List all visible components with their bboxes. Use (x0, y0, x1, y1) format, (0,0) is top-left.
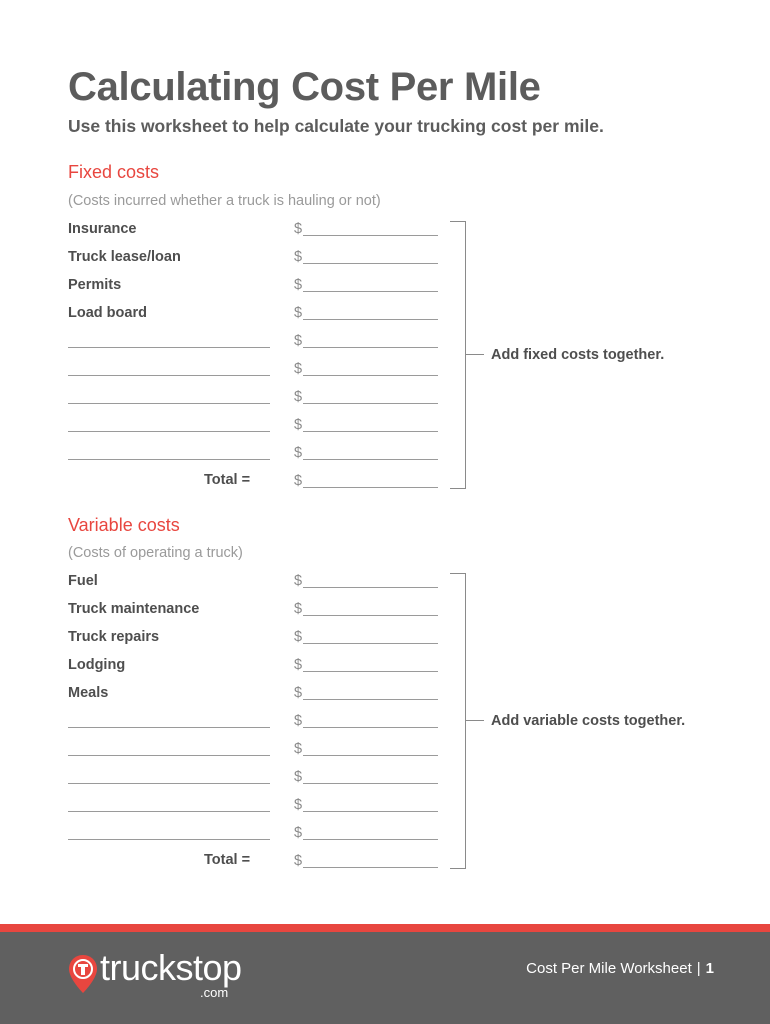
variable-custom-label-line[interactable] (68, 811, 270, 812)
dollar-sign: $ (294, 305, 303, 321)
lodging-label: Lodging (68, 657, 126, 673)
footer-separator: | (696, 960, 701, 977)
fixed-custom-amount-line[interactable] (303, 403, 438, 404)
fixed-costs-bracket-tick (466, 354, 484, 355)
variable-costs-bracket-tick (466, 720, 484, 721)
fixed-custom-label-line[interactable] (68, 403, 270, 404)
variable-custom-label-line[interactable] (68, 727, 270, 728)
dollar-sign: $ (294, 445, 303, 461)
dollar-sign: $ (294, 797, 303, 813)
dollar-sign: $ (294, 333, 303, 349)
dollar-sign: $ (294, 657, 303, 673)
dollar-sign: $ (294, 769, 303, 785)
dollar-sign: $ (294, 601, 303, 617)
fixed-custom-label-line[interactable] (68, 347, 270, 348)
fuel-amount-line[interactable] (303, 587, 438, 588)
fixed-total-amount-line[interactable] (303, 487, 438, 488)
truck-lease-loan-label: Truck lease/loan (68, 249, 181, 265)
fixed-costs-heading: Fixed costs (68, 162, 160, 182)
permits-amount-line[interactable] (303, 291, 438, 292)
footer-doc-name: Cost Per Mile Worksheet (526, 960, 692, 977)
fixed-total-label: Total = (204, 472, 251, 488)
dollar-sign: $ (294, 573, 303, 589)
footer-accent-stripe (0, 924, 770, 932)
page-number: 1 (705, 960, 714, 977)
dollar-sign: $ (294, 741, 303, 757)
fuel-label: Fuel (68, 573, 98, 589)
fixed-custom-amount-line[interactable] (303, 347, 438, 348)
variable-custom-amount-line[interactable] (303, 783, 438, 784)
variable-custom-amount-line[interactable] (303, 755, 438, 756)
dollar-sign: $ (294, 417, 303, 433)
fixed-costs-instruction: Add fixed costs together. (491, 347, 665, 363)
dollar-sign: $ (294, 249, 303, 265)
fixed-custom-amount-line[interactable] (303, 459, 438, 460)
meals-label: Meals (68, 685, 109, 701)
fixed-costs-note: (Costs incurred whether a truck is hauling or not) (68, 193, 381, 209)
variable-custom-label-line[interactable] (68, 783, 270, 784)
dollar-sign: $ (294, 473, 303, 489)
dollar-sign: $ (294, 361, 303, 377)
lodging-amount-line[interactable] (303, 671, 438, 672)
footer-document-label (526, 958, 714, 980)
meals-amount-line[interactable] (303, 699, 438, 700)
fixed-custom-label-line[interactable] (68, 459, 270, 460)
load-board-amount-line[interactable] (303, 319, 438, 320)
load-board-label: Load board (68, 305, 147, 321)
truck-maintenance-label: Truck maintenance (68, 601, 200, 617)
dollar-sign: $ (294, 277, 303, 293)
truck-maintenance-amount-line[interactable] (303, 615, 438, 616)
truck-repairs-amount-line[interactable] (303, 643, 438, 644)
variable-custom-label-line[interactable] (68, 755, 270, 756)
fixed-custom-label-line[interactable] (68, 431, 270, 432)
fixed-custom-amount-line[interactable] (303, 431, 438, 432)
variable-custom-amount-line[interactable] (303, 727, 438, 728)
truckstop-logo-suffix: .com (200, 985, 229, 1000)
insurance-label: Insurance (68, 221, 137, 237)
variable-custom-amount-line[interactable] (303, 839, 438, 840)
variable-costs-instruction: Add variable costs together. (491, 713, 686, 729)
page-title: Calculating Cost Per Mile (68, 65, 541, 109)
variable-costs-bracket (450, 573, 466, 869)
variable-costs-heading: Variable costs (68, 515, 180, 535)
variable-custom-amount-line[interactable] (303, 811, 438, 812)
variable-total-amount-line[interactable] (303, 867, 438, 868)
variable-costs-note: (Costs of operating a truck) (68, 545, 243, 561)
fixed-custom-label-line[interactable] (68, 375, 270, 376)
fixed-costs-bracket (450, 221, 466, 489)
permits-label: Permits (68, 277, 122, 293)
variable-custom-label-line[interactable] (68, 839, 270, 840)
dollar-sign: $ (294, 853, 303, 869)
dollar-sign: $ (294, 629, 303, 645)
page-subtitle: Use this worksheet to help calculate your trucking cost per mile. (68, 116, 604, 136)
fixed-custom-amount-line[interactable] (303, 375, 438, 376)
variable-total-label: Total = (204, 852, 251, 868)
truck-lease-loan-amount-line[interactable] (303, 263, 438, 264)
truckstop-logo-icon (68, 954, 98, 999)
truckstop-logo-wordmark: truckstop (100, 947, 242, 988)
dollar-sign: $ (294, 713, 303, 729)
insurance-amount-line[interactable] (303, 235, 438, 236)
truck-repairs-label: Truck repairs (68, 629, 160, 645)
dollar-sign: $ (294, 825, 303, 841)
dollar-sign: $ (294, 389, 303, 405)
dollar-sign: $ (294, 685, 303, 701)
dollar-sign: $ (294, 221, 303, 237)
